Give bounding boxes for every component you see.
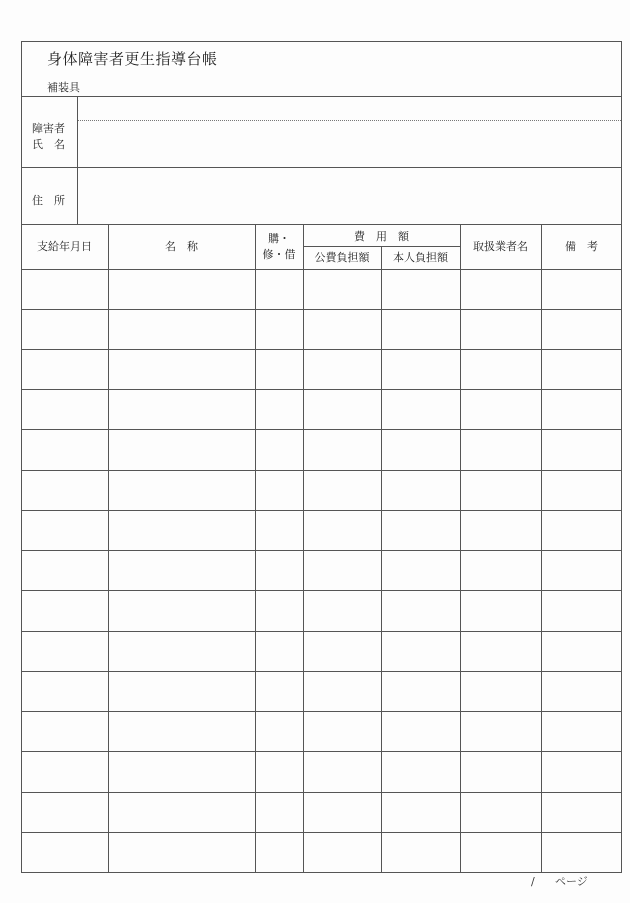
type-cell[interactable] [257,552,302,589]
row-divider [21,550,622,551]
vendor-cell[interactable] [462,794,540,831]
date-cell[interactable] [23,431,107,468]
type-cell[interactable] [257,472,302,509]
item-name-cell[interactable] [110,753,254,790]
name-label: 障害者 [32,122,65,135]
furigana-dotted-line [78,120,621,121]
vendor-cell[interactable] [462,351,540,388]
vendor-cell[interactable] [462,673,540,710]
form-subtitle: 補装具 [47,81,80,94]
type-cell[interactable] [257,633,302,670]
public-cost-cell[interactable] [305,592,380,629]
header-date: 支給年月日 [37,240,92,253]
header-notes: 備 考 [565,240,598,253]
notes-cell[interactable] [543,311,621,348]
self-cost-cell[interactable] [383,431,459,468]
item-name-cell[interactable] [110,311,254,348]
type-cell[interactable] [257,834,302,871]
form-title: 身体障害者更生指導台帳 [47,50,218,68]
notes-cell[interactable] [543,431,621,468]
date-cell[interactable] [23,391,107,428]
type-cell[interactable] [257,431,302,468]
notes-cell[interactable] [543,753,621,790]
address-label: 住 所 [32,194,65,207]
name-label: 氏 名 [32,138,65,151]
public-cost-cell[interactable] [305,834,380,871]
furigana-field[interactable] [79,98,620,119]
row-divider [21,631,622,632]
vendor-cell[interactable] [462,311,540,348]
row-divider [21,510,622,511]
type-cell[interactable] [257,592,302,629]
date-cell[interactable] [23,552,107,589]
row-divider [21,832,622,833]
type-cell[interactable] [257,311,302,348]
public-cost-cell[interactable] [305,552,380,589]
date-cell[interactable] [23,311,107,348]
vendor-cell[interactable] [462,271,540,308]
notes-cell[interactable] [543,391,621,428]
vendor-cell[interactable] [462,834,540,871]
notes-cell[interactable] [543,592,621,629]
public-cost-cell[interactable] [305,431,380,468]
item-name-cell[interactable] [110,633,254,670]
item-name-cell[interactable] [110,552,254,589]
item-name-cell[interactable] [110,472,254,509]
item-name-cell[interactable] [110,794,254,831]
divider [21,224,622,225]
self-cost-cell[interactable] [383,673,459,710]
type-cell[interactable] [257,391,302,428]
notes-cell[interactable] [543,512,621,549]
vendor-cell[interactable] [462,472,540,509]
vendor-cell[interactable] [462,512,540,549]
self-cost-cell[interactable] [383,351,459,388]
row-divider [21,792,622,793]
date-cell[interactable] [23,633,107,670]
header-type: 購・ [268,232,290,245]
type-cell[interactable] [257,794,302,831]
header-self-cost: 本人負担額 [393,251,448,264]
column-divider [541,224,542,872]
date-cell[interactable] [23,271,107,308]
notes-cell[interactable] [543,834,621,871]
public-cost-cell[interactable] [305,391,380,428]
public-cost-cell[interactable] [305,271,380,308]
notes-cell[interactable] [543,794,621,831]
self-cost-cell[interactable] [383,552,459,589]
public-cost-cell[interactable] [305,472,380,509]
item-name-cell[interactable] [110,271,254,308]
notes-cell[interactable] [543,271,621,308]
row-divider [21,349,622,350]
date-cell[interactable] [23,794,107,831]
date-cell[interactable] [23,592,107,629]
item-name-cell[interactable] [110,673,254,710]
public-cost-cell[interactable] [305,713,380,750]
self-cost-cell[interactable] [383,472,459,509]
date-cell[interactable] [23,753,107,790]
type-cell[interactable] [257,512,302,549]
item-name-cell[interactable] [110,592,254,629]
vendor-cell[interactable] [462,391,540,428]
item-name-cell[interactable] [110,391,254,428]
vendor-cell[interactable] [462,633,540,670]
type-cell[interactable] [257,351,302,388]
header-vendor: 取扱業者名 [473,240,528,253]
row-divider [21,309,622,310]
public-cost-cell[interactable] [305,311,380,348]
self-cost-cell[interactable] [383,794,459,831]
row-divider [21,671,622,672]
item-name-cell[interactable] [110,512,254,549]
date-cell[interactable] [23,713,107,750]
vendor-cell[interactable] [462,431,540,468]
date-cell[interactable] [23,351,107,388]
page-label: ページ [555,875,588,888]
vendor-cell[interactable] [462,552,540,589]
divider [21,96,622,97]
header-type: 修・借 [262,248,296,261]
row-divider [21,389,622,390]
divider [77,96,78,224]
header-cost: 費 用 額 [354,230,409,243]
item-name-cell[interactable] [110,713,254,750]
column-divider [255,224,256,872]
item-name-cell[interactable] [110,351,254,388]
notes-cell[interactable] [543,673,621,710]
type-cell[interactable] [257,271,302,308]
column-divider [303,224,304,872]
notes-cell[interactable] [543,633,621,670]
public-cost-cell[interactable] [305,794,380,831]
date-cell[interactable] [23,673,107,710]
row-divider [21,590,622,591]
date-cell[interactable] [23,512,107,549]
public-cost-cell[interactable] [305,633,380,670]
row-divider [21,470,622,471]
type-cell[interactable] [257,753,302,790]
vendor-cell[interactable] [462,592,540,629]
self-cost-cell[interactable] [383,512,459,549]
row-divider [21,751,622,752]
self-cost-cell[interactable] [383,834,459,871]
public-cost-cell[interactable] [305,673,380,710]
notes-cell[interactable] [543,351,621,388]
date-cell[interactable] [23,472,107,509]
type-cell[interactable] [257,713,302,750]
self-cost-cell[interactable] [383,592,459,629]
notes-cell[interactable] [543,552,621,589]
self-cost-cell[interactable] [383,753,459,790]
self-cost-cell[interactable] [383,713,459,750]
self-cost-cell[interactable] [383,311,459,348]
vendor-cell[interactable] [462,713,540,750]
notes-cell[interactable] [543,713,621,750]
header-public-cost: 公費負担額 [314,251,370,264]
notes-cell[interactable] [543,472,621,509]
type-cell[interactable] [257,673,302,710]
self-cost-cell[interactable] [383,271,459,308]
public-cost-cell[interactable] [305,753,380,790]
column-divider [460,224,461,872]
public-cost-cell[interactable] [305,351,380,388]
row-divider [21,269,622,270]
divider [21,167,622,168]
self-cost-cell[interactable] [383,391,459,428]
self-cost-cell[interactable] [383,633,459,670]
name-field[interactable] [79,122,620,166]
column-divider [108,224,109,872]
row-divider [21,711,622,712]
column-divider [381,246,382,872]
item-name-cell[interactable] [110,834,254,871]
vendor-cell[interactable] [462,753,540,790]
item-name-cell[interactable] [110,431,254,468]
address-field[interactable] [79,169,620,223]
public-cost-cell[interactable] [305,512,380,549]
header-item-name: 名 称 [165,240,198,253]
row-divider [21,429,622,430]
date-cell[interactable] [23,834,107,871]
page-separator: / [531,875,535,888]
